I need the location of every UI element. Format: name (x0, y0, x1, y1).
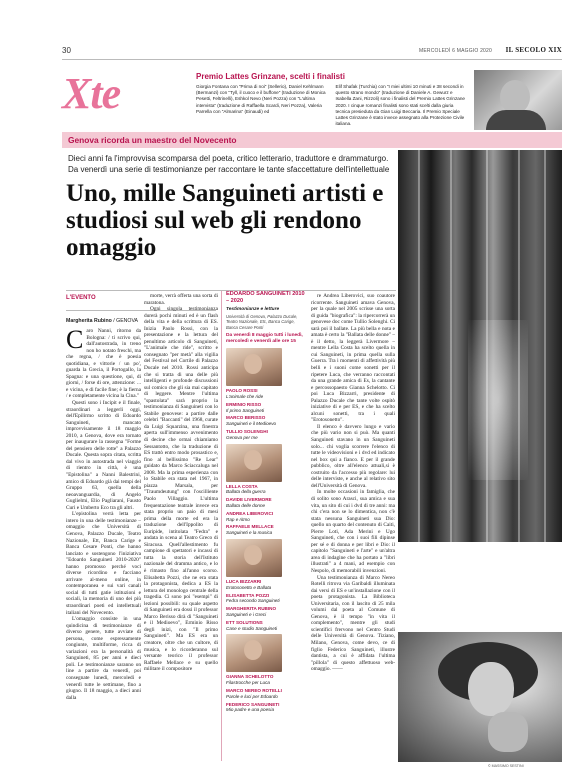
sidebar-entry-name: ERMINIO RISSO (226, 401, 262, 407)
sidebar-entry (226, 497, 305, 509)
article-paragraph: re Andrea Liberovici, suo coautore ricorrente. Sanguineti amava Genova, per la quale nel 2005 scrisse una sorta di guida "biografica": la ripercorrerà un genovese doc come Tullio Solenghi. Ci sarà poi il ballate. La più bella e nota e amata è certo la "Ballata delle donne" – è il detto, la leggerà Livermore – mentre Lella Costa ha scelto quella in cui Sanguineti, in prima quella sulla Guerra. Tra i momenti di affettività più belli e i suoni come sonetti per il ripetere Luca, che verranno raccontati da una grande amica di Es, la cantante e percossopaesto Gianna Schelotto. Ci poi Luca Bizzarri, presidente di Palazzo Ducale che tante volte ospitò iniziative di e per ES, e che ha scelto alcuni sonetti, tra i quali "Erotosonetto". (311, 293, 395, 424)
page-header (62, 46, 562, 60)
newspaper-name: IL SECOLO XIX (505, 46, 562, 54)
sidebar-entry (226, 579, 305, 591)
promo-photo-body (486, 110, 546, 130)
article-rubric: L'EVENTO (66, 295, 96, 301)
drop-cap: C (66, 328, 84, 354)
promo-box (196, 72, 468, 128)
article-paragraph: morte, verrà offerta una sorta di maratona. (144, 293, 218, 306)
sidebar-entry-name: ETT SOLUTIONS (226, 619, 263, 625)
sidebar-entry-theme: Sanguineti e i Greci (226, 611, 267, 617)
sidebar-entry (226, 688, 305, 700)
sidebar-entry-theme: Fedra secondo Sanguineti (226, 598, 280, 604)
sidebar-entry-name: LELLA COSTA (226, 483, 258, 489)
promo-title: Premio Lattes Grinzane, scelti i finalisti (196, 72, 345, 81)
sidebar-entry-name: ELISABETTA POZZI (226, 592, 270, 598)
portrait-photo (398, 632, 562, 762)
sidebar-entry (226, 484, 305, 496)
sidebar-organizers: Università di Genova, Palazzo Ducale, Teatro Nazionale, Etc, Banca Carige, Banca Cesare Ponti (226, 314, 298, 330)
sidebar-entry (226, 593, 305, 605)
sidebar-portrait (226, 444, 282, 482)
article-paragraph: Ogni singola testimonianza durerà pochi minuti ed è un flash della vita e della scrittura di ES. Inizia Paolo Rossi, con la presentazione e la lettura del penultimo articolo di Sanguineti, "L'animale che ride", scritto e consegnato "per metà" alla vigilia del Festival nel Cortile di Palazzo Ducale nel 2010. Rossi anticipa che si tratta di una delle più intelligenti e profonde discussioni sul comico che gli sia mai capitato di leggere. Mentre l'ultima "spastolata" sarà proprio la testimonianza di Sanguineti con lo Stabile genovese: a partire dalle celebri "Baccanti" del 1968, curate da Luigi Squarzina, una finestra aperta sull'immenso avvenimento di decine che ormai chiamiamo Sessantotto, che la traduzione di ES trattò entro modo prosastico e, fino al bellissimo "Re Lear" guidato da Marco Sciaccaluga nel 2008. Ma la prima esperienza con lo Stabile era stata nel 1967, in piazza Marsala, per "Traumdeutung" con l'oscilliente Paolo Villaggio. L'ultima frequentazione teatrale invece era stata proprio un paio di mesi prima della morte ed era la traduzione dell'Ippolito di Euripide, intitolata "Fedra" e andata in scena al Teatro Greco di Siracusa. Quell'allestimento fu campione di spettatori e incassi di tutta la storia dell'Istituto nazionale del dramma antico, e lo è rimasto fino all'anno scorso. Elisabetta Pozzi, che ne era stata la protagonista, dedica a ES la lettura del monologo centrale della tragedia. Ci sono poi "esempi" di lezioni possibili: su quale aspetto di Sanguineti era dossi il professor Marco Berisso dirà di "Sanguineti e il Medioevo", Erminio Risso degli inizi, con "Il primo Sanguineti". Ma ES era un creatore, oltre che un cultore, di musica, e lo ricorderanno sul versante teorico il professor Raffaele Mellace e su quello militare il compositore (144, 306, 218, 673)
promo-column-1: Giorgia Fontana con "Prima di noi" (Sellerio), Daniel Kehlmann (Bermanzi) con "Tyll, il cuoco e il buffone" (traduzione di Monica Pesetti, Feltrinelli), Eshkol Nevo (Neri Pozza) con "L'ultima intervista" (traduzione di Raffaella Scardi, Neri Pozza), Valeria Parrella con "Almarina" (Einaudi) ed (196, 84, 326, 114)
article-column-3 (311, 293, 395, 762)
sidebar-entry-theme: Case e studio Sanguineti (226, 625, 278, 631)
sidebar-portrait (226, 539, 282, 577)
photo-light-streak (418, 150, 420, 542)
sidebar-entry-theme: Genova per me (226, 434, 258, 440)
article-column-2 (144, 293, 218, 762)
sidebar-title: EDOARDO SANGUINETI 2010 – 2020 (226, 291, 305, 304)
article-kicker: Dieci anni fa l'improvvisa scomparsa del poeta, critico letterario, traduttore e drammaturgo. Da venerdì una serie di testimonianze per raccontare le tante sfaccettature dell'intellettuale (68, 154, 390, 174)
sidebar-entry-name: FEDERICO SANGUINETI (226, 701, 280, 707)
article-column-1 (66, 328, 141, 762)
portrait-face (468, 662, 514, 716)
sidebar-entry (226, 524, 305, 536)
sidebar-entry-theme: Rap e ritmo (226, 516, 250, 522)
sidebar-portrait (226, 634, 282, 672)
issue-date: MERCOLEDÌ 6 MAGGIO 2020 (419, 48, 492, 54)
page-number: 30 (62, 46, 71, 55)
article-paragraph: L'omaggio consiste in una quindicina di testimonianze di diverso genere, tutte avviate di persona, come espressamente congiunte, multiforme, ricca di variazioni era la personalità di Sanguineti, 85 per anni e dieci poli. Le testimonianze saranno on line a partire da venerdì, poi consegnate lunedì, mercoledì e venerdì tutte le settimane, fino a giugno. Il 18 maggio, a dieci anni dalla (66, 616, 141, 701)
article-paragraph: L'epistolina verrà letta per intero in una delle testimonianze – omaggio che Università di Genova, Palazzo Ducale, Teatro Nazionale, Ett, Banca Carige e Banca Cesare Ponti, che hanno lanciato e sostengono l'iniziativa "Edoardo Sanguineti 2010-2020" hanno promosso perché voci diverse ricordino e facciano arrivare al-meno online, in contemporanea e sui vari canali social di tutti gatie istituzioni e sociali, la memoria di uno dei più straordinari poeti ed intellettuali italiani del Novecento. (66, 511, 141, 616)
sidebar-entry (226, 511, 305, 523)
promo-photo-face (500, 80, 530, 114)
sidebar-entries (226, 348, 305, 713)
sidebar-entry-theme: Erotosonetto e Ballata (226, 584, 272, 590)
photo-light-streak (544, 150, 546, 542)
sidebar-entry-theme: Sanguineti e la musica (226, 530, 273, 536)
article-paragraph: aro Nanni, ritorno da Bologna: / ti scrivo qui, dall'autostrada, in treno non ho notato freschi, ma che regna, / che è poesia quotidiana, e vittorie / un po', guarda la Grecia, il Portogallo, la Spagna: e una questione, qui, di giorni, / forse di ore, attenzione: ... e vicina, e di facile fine; è la fierna / e completamente vicina la Cina." (66, 328, 141, 400)
photo-credit: © MASSIMO SESTINI (488, 764, 524, 768)
article-headline: Uno, mille Sanguineti artisti e studiosi sul web gli rendono omaggio (66, 180, 384, 261)
sidebar-entry-name: RAFFAELE MELLACE (226, 524, 274, 530)
sidebar-entry (226, 415, 305, 427)
sidebar-entry-name: ANDREA LIBEROVICI (226, 510, 274, 516)
promo-columns (196, 84, 468, 127)
sidebar-subtitle: Testimonianze e letture (226, 307, 280, 312)
section-banner (62, 132, 562, 148)
byline-place: / GENOVA (113, 318, 138, 324)
sidebar-entry (226, 429, 305, 441)
sidebar-portrait (226, 348, 282, 386)
banner-text: Genova ricorda un maestro del Novecento (68, 135, 237, 145)
promo-column-2: Elif Shafak (Turchia) con "I miei ultimi 10 minuti e 38 secondi in questo strano mondo" (traduzione di Daniele A. Gewurz e Isabella Zani, Rizzoli) sono i finalisti del Premio Lattes Grinzane 2020. I cinque romanzi finalisti sono stati scelti dalla giuria tecnica presieduta da Gian Luigi Beccaria. Il Premio Speciale Lattes Grinzane è stato invece assegnato alla Protezione Civile italiana. (335, 84, 465, 127)
event-sidebar (221, 291, 305, 761)
sidebar-entry-theme: L'animale che ride (226, 394, 264, 400)
sidebar-entry-name: GIANNA SCHELOTTO (226, 674, 274, 680)
sidebar-entry-name: LUCA BIZZARRI (226, 578, 262, 584)
sidebar-entry (226, 620, 305, 632)
sidebar-entry (226, 388, 305, 400)
sidebar-dates: Da venerdì 8 maggio tutti i lunedì, mercoledì e venerdì alle ore 15 (226, 333, 303, 345)
sidebar-entry-theme: Filastrocche per Luca (226, 680, 270, 686)
article-paragraph: Una testimonianza di Marco Nereo Rotelli ritrova via Garibaldi illuminata dai versi di ES e un'installazione con il poeta protagonista. La Biblioteca Universitaria, con il lascito di 25 mila volumi dal poeta al Comune di Genova, è il tempo "in vita il complemento", mentre gli studi scientifici frervono nel Centro Studi delle Università di Genova. Tiziano, Milano, Genova, come devo, ce di figlio Federico Sanguineti, illustre dantista, a cui è affidata l'ultima "pillola" di questo affettuoso web-omaggio. —— (311, 574, 395, 673)
hero-photo (398, 150, 562, 542)
sidebar-entry-name: MARGHERITA RUBINO (226, 606, 277, 612)
sidebar-entry-name: DAVIDE LIVERMORE (226, 497, 272, 503)
sidebar-entry-theme: Mio padre e una poesia (226, 707, 275, 713)
byline (66, 318, 138, 324)
sidebar-entry-name: PAOLO ROSSI (226, 388, 258, 394)
sidebar-entry-theme: Il primo Sanguineti (226, 407, 265, 413)
photo-glow (468, 320, 528, 480)
sidebar-entry-name: MARCO BERISSO (226, 415, 266, 421)
sidebar-entry (226, 402, 305, 414)
byline-author: Margherita Rubino (66, 318, 112, 324)
sidebar-entry (226, 702, 305, 714)
article-paragraph: In molte occasioni in famiglia, che di solito sono Arasci, sua amica e sua vita, un sito di cui i dvd di tre anni: ma chi c'era non se lo dimentica, non c'è stata nessuna Sanguineti sua Dio: quello un quarto del contenuto di Caiti, Pierre Loti, Ada Merini e Ugo Sanguineti, che con i suoi fili dipinse per sé e di donna e per libri e Dio: il capitolo "Sanguineti e l'arte" e un'altra area di indagine che ha portato a "libri illustrati" a 4 mani, ad esempio con Nespolo, di memorabili invenzioni. (311, 489, 395, 574)
portrait-hand (488, 712, 528, 752)
sidebar-entry-name: TULLIO SOLENGHI (226, 429, 268, 434)
sidebar-entry-name: MARCO NEREO ROTELLI (226, 687, 282, 693)
section-logo-text: Xte (62, 69, 121, 118)
sidebar-entry-theme: Parole e luci per Edoardo (226, 693, 278, 699)
sidebar-entry-theme: Ballata della guerra (226, 489, 266, 495)
sidebar-entry (226, 606, 305, 618)
promo-author-photo (474, 70, 562, 130)
article-paragraph: Il elenco è davvero lungo e vario che più vario non si può. Ma quanti Sanguineti stavano in un Sanguineti solo... chi voglia scorrere l'elenco di tutte le videovisioni e i dvd ed indicato nel box qui a fianco. E per il grande pubblico, oltre all'elenco attuali,si è costruito da l'accesso più regolare: lui delle interviste, e anche al relativo sito dell'Università di Genova. (311, 423, 395, 489)
section-logo (62, 69, 192, 126)
sidebar-entry (226, 674, 305, 686)
sidebar-entry-theme: Ballata delle donne (226, 502, 266, 508)
sidebar-entry-theme: Sanguineti e il Medioevo (226, 421, 277, 427)
article-paragraph: Questi sono i Incipit e il finale, straordinari a leggerli oggi, dell'Epilirmo scritto di Edoardo Sanguineti, mancato improvvisamente il 18 maggio 2010, a Genova, dove era tornato per inaugurare la rassegna "Forme del pensiero delle rotte" a Palazzo Ducale. Questa sopra citata, scritta dal vivo in autostrada nel viaggio di rientro in città, è una "Epistolina" a Nanni Balestrini, amico di Edoardo già dai tempi del Gruppo 63, quella della neoavanguardia, di Angelo Guglielmi, Elio Pagliarani, Fausto Curi e Umberto Eco tra gli altri. (66, 400, 141, 511)
photo-light-streak (450, 150, 452, 542)
